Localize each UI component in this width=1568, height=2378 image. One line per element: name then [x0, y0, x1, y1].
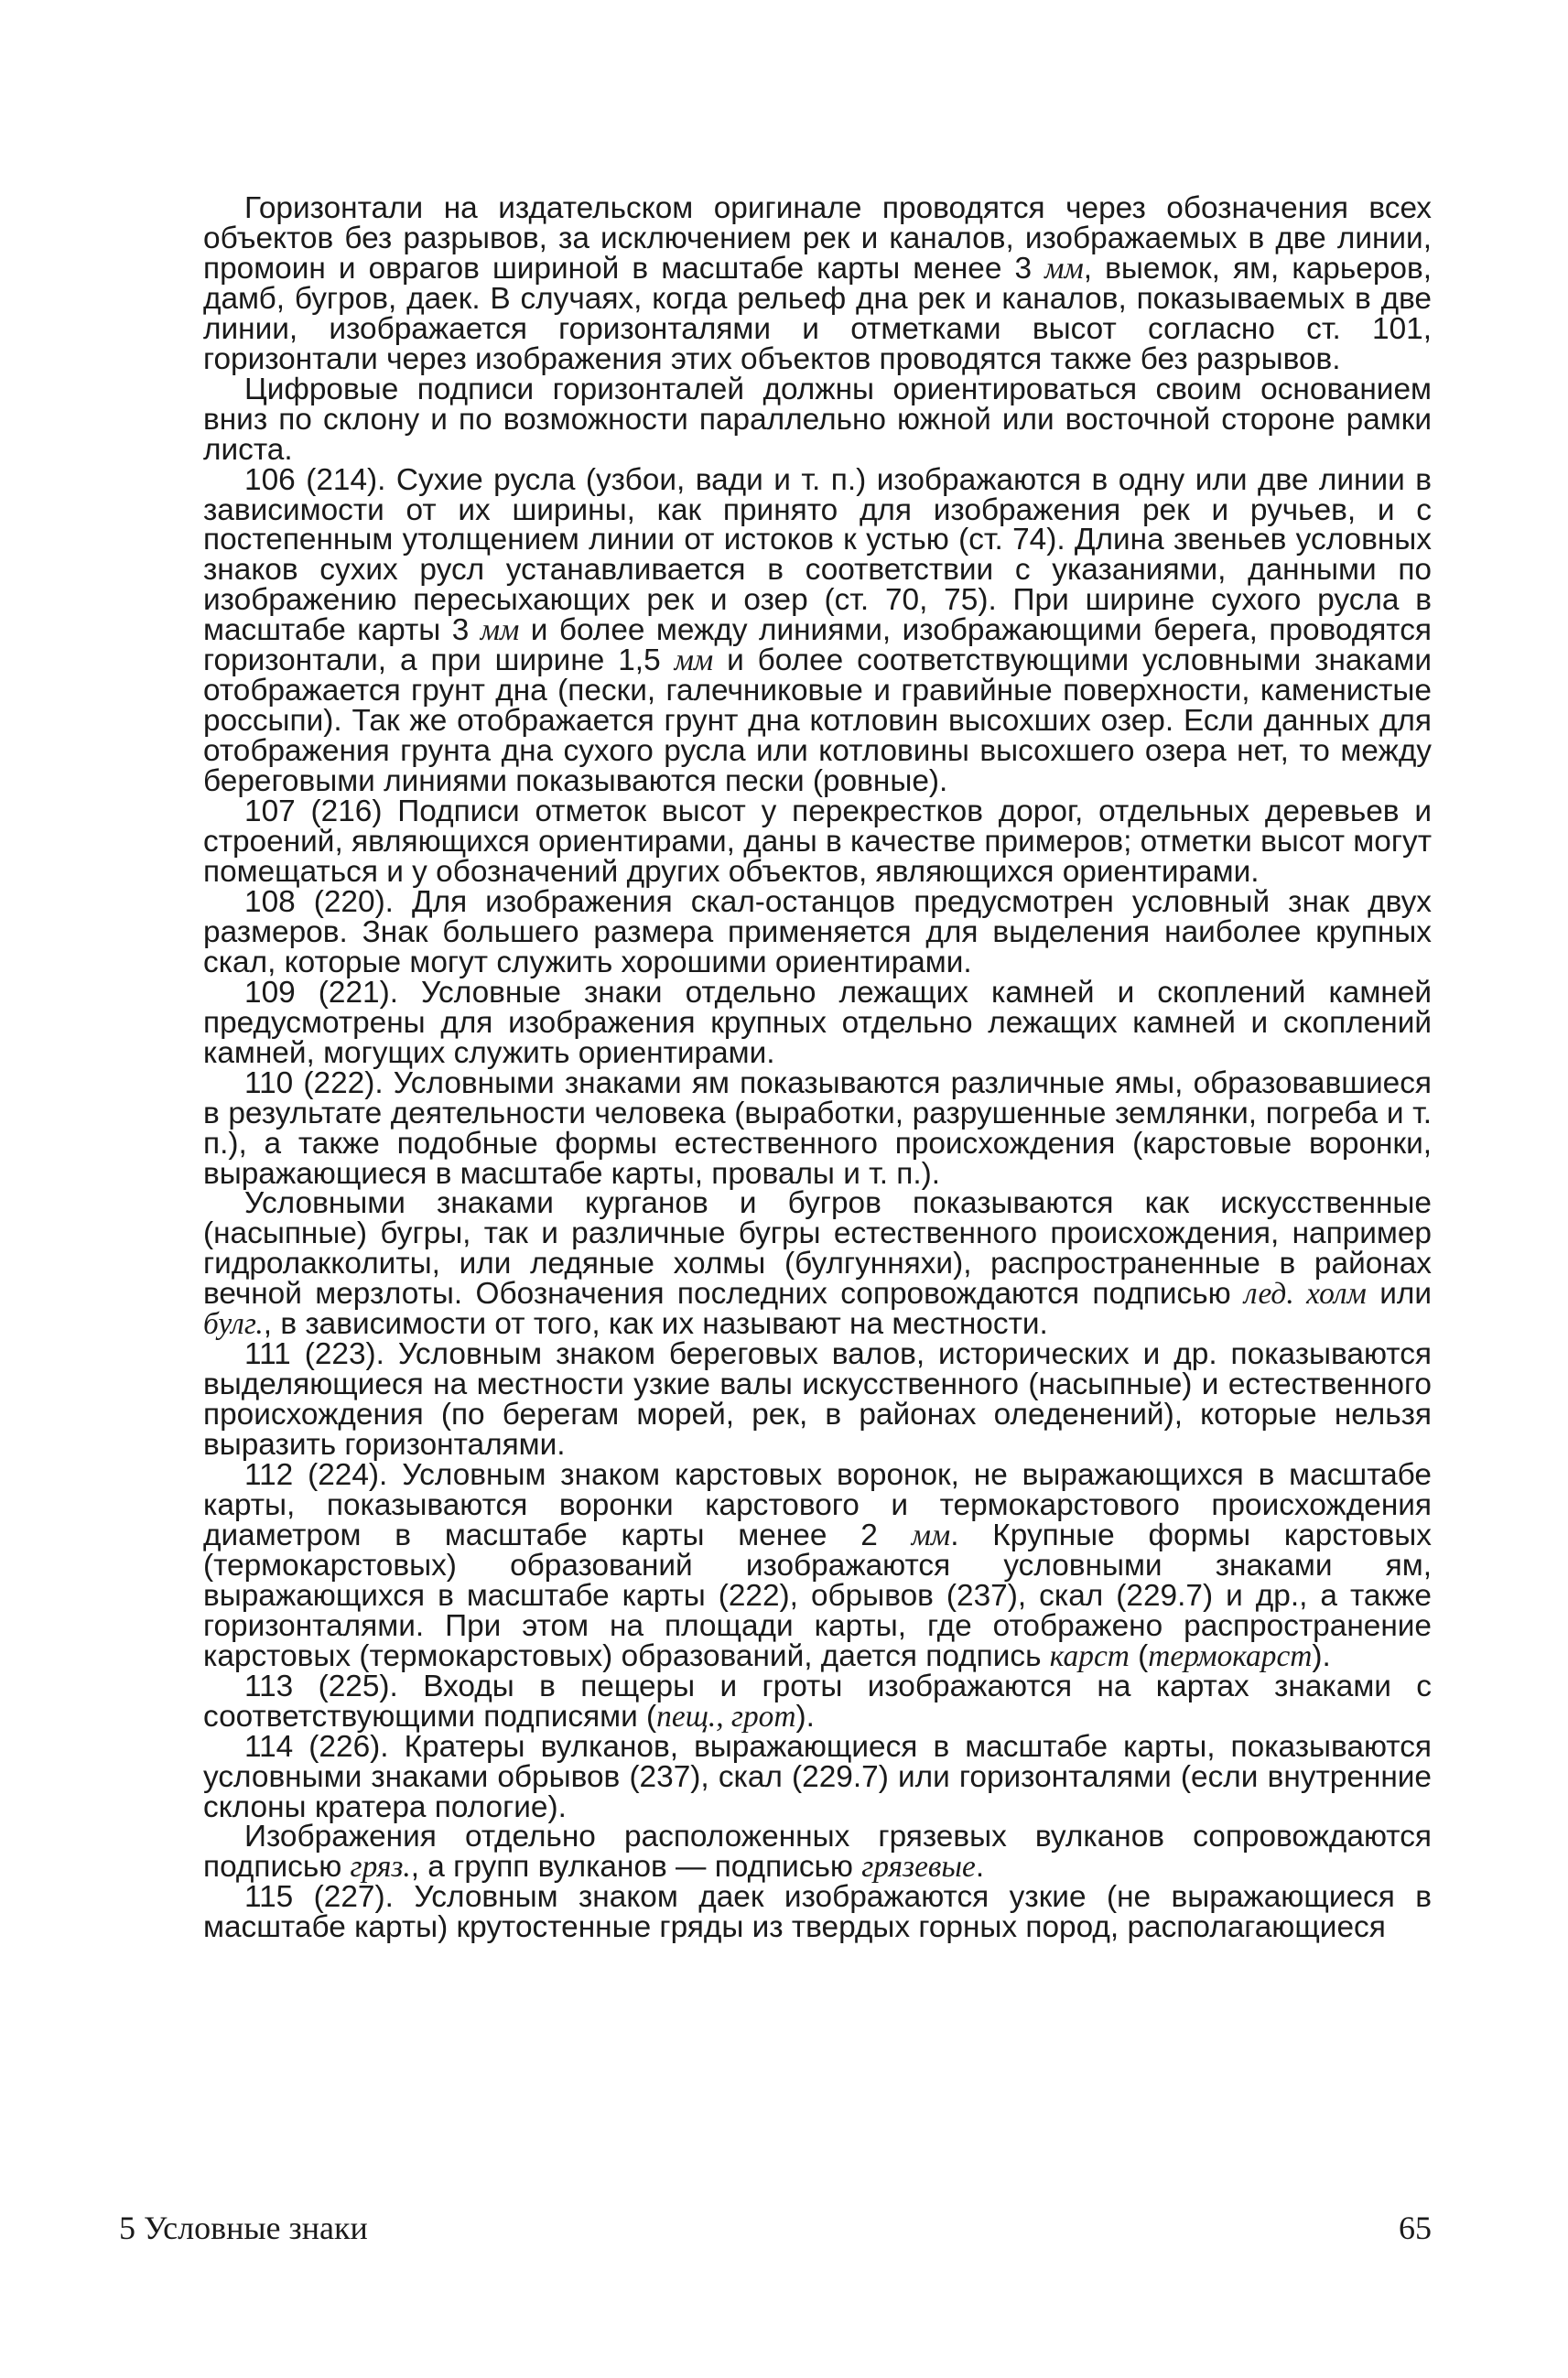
page-number: 65 — [1399, 2210, 1432, 2246]
paragraph-horizontals-continuous — [203, 191, 1433, 376]
text-run: 111 (223). Условным знаком береговых валов, исторических и др. показываются выделяющиеся на местности узкие валы искусственного (насыпные) и естественного происхождения (по берегам морей, рек, в районах оледенений), которые нельзя выразить горизонталями. — [203, 1337, 1432, 1463]
text-run: ( — [1129, 1638, 1149, 1673]
text-run: 112 (224). Условным знаком карстовых воронок, не выражающихся в масштабе карты, показываются воронки карстового и термокарстового происхождения диаметром в масштабе карты менее 2 — [203, 1458, 1432, 1552]
text-run: ). — [1312, 1638, 1331, 1673]
italic-run: пещ., грот — [656, 1699, 796, 1734]
paragraph-art-108 — [203, 884, 1432, 979]
italic-run: гряз. — [350, 1850, 411, 1885]
paragraph-art-114 — [203, 1729, 1432, 1824]
italic-run: мм — [480, 613, 520, 648]
text-run: и более соответствующими условными знаками отображается грунт дна (пески, галечниковые и гравийные поверхности, каменистые россыпи). Так же отображается грунт дна котловин высохших озер. Если данных для отображения грунта дна сухого русла или котловины высохшего озера нет, то между береговыми линиями показываются пески (ровные). — [203, 643, 1433, 799]
page-footer — [119, 2210, 1432, 2246]
text-run: , в зависимости от того, как их называют на местности. — [263, 1307, 1048, 1342]
text-run: ). — [795, 1699, 815, 1734]
italic-run: лед. холм — [1244, 1277, 1367, 1312]
text-run: Цифровые подписи горизонталей должны ориентироваться своим основанием вниз по склону и по возможности параллельно южной или восточной стороне рамки листа. — [203, 372, 1432, 467]
text-run: 106 (214). Сухие русла (узбои, вади и т. п.) изображаются в одну или две линии в зависимости от их ширины, как принято для изображения рек и ручьев, и с постепенным утолщением линии от истоков к устью (ст. 74). Длина звеньев условных знаков сухих русл устанавливается в соответствии с указаниями, данными по изображению пересыхающих рек и озер (ст. 70, 75). При ширине сухого русла в масштабе карты 3 — [203, 462, 1432, 648]
text-run: Изображения отдельно расположенных грязевых вулканов сопровождаются подписью — [203, 1820, 1432, 1885]
text-run: 109 (221). Условные знаки отдельно лежащих камней и скоплений камней предусмотрены для изображения крупных отдельно лежащих камней и скоплений камней, могущих служить ориентирами. — [203, 975, 1432, 1070]
italic-run: булг. — [203, 1307, 264, 1342]
italic-run: мм — [674, 643, 714, 678]
text-run: Условными знаками курганов и бугров показываются как искусственные (насыпные) бугры, так и различные бугры естественного происхождения, например гидролакколиты, или ледяные холмы (булгунняхи), распространенные в районах вечной мерзлоты. Обозначения последних сопровождаются подписью — [203, 1186, 1432, 1312]
paragraph-horizontals-labels — [203, 372, 1432, 467]
printer-signature: 5 Условные знаки — [119, 2210, 368, 2246]
text-run: 113 (225). Входы в пещеры и гроты изображаются на картах знаками с соответствующими подписями ( — [203, 1669, 1432, 1734]
italic-run: мм — [911, 1518, 951, 1552]
italic-run: мм — [1044, 251, 1084, 286]
page-body — [203, 191, 1433, 1945]
text-run: . — [975, 1850, 985, 1885]
paragraph-art-109 — [203, 975, 1432, 1070]
text-run: 110 (222). Условными знаками ям показываются различные ямы, образовавшиеся в результате деятельности человека (выработки, разрушенные землянки, погреба и т. п.), а также подобные формы естественного происхождения (карстовые воронки, выражающиеся в масштабе карты, провалы и т. п.). — [203, 1065, 1432, 1191]
text-run: 114 (226). Кратеры вулканов, выражающиеся в масштабе карты, показываются условными знаками обрывов (237), скал (229.7) или горизонталями (если внутренние склоны кратера пологие). — [203, 1729, 1432, 1824]
paragraph-mud-volcanoes — [203, 1822, 1432, 1883]
italic-run: карст — [1049, 1638, 1130, 1673]
text-run: , выемок, ям, карьеров, дамб, бугров, даек. В случаях, когда рельеф дна рек и каналов, показываемых в две линии, изображается горизонталями и отметками высот согласно ст. 101, горизонтали через изображения этих объектов проводятся также без разрывов. — [203, 251, 1433, 376]
text-run: 107 (216) Подписи отметок высот у перекрестков дорог, отдельных деревьев и строений, являющихся ориентирами, даны в качестве примеров; отметки высот могут помещаться и у обозначений других объектов, являющихся ориентирами. — [203, 794, 1432, 889]
text-run: , а групп вулканов — подписью — [410, 1850, 862, 1885]
text-run: или — [1366, 1277, 1432, 1312]
text-run: Горизонтали на издательском оригинале проводятся через обозначения всех объектов без разрывов, за исключением рек и каналов, изображаемых в две линии, промоин и оврагов шириной в масштабе карты менее 3 — [203, 191, 1432, 286]
paragraph-art-110 — [203, 1065, 1432, 1191]
paragraph-art-111 — [203, 1337, 1432, 1463]
paragraph-art-106 — [203, 462, 1433, 799]
paragraph-art-112 — [203, 1458, 1432, 1673]
paragraph-mounds — [203, 1186, 1432, 1342]
italic-run: грязевые — [861, 1850, 976, 1885]
paragraph-art-107 — [203, 794, 1432, 889]
text-run: 115 (227). Условным знаком даек изображаются узкие (не выражающиеся в масштабе карты) крутостенные гряды из твердых горных пород, располагающиеся — [203, 1880, 1432, 1945]
text-run: . Крупные формы карстовых (термокарстовых) образований изображаются условными знаками ям, выражающихся в масштабе карты (222), обрывов (237), скал (229.7) и др., а также горизонталями. При этом на площади карты, где отображено распространение карстовых (термокарстовых) образований, дается подпись — [203, 1518, 1432, 1673]
italic-run: термокарст — [1148, 1638, 1313, 1673]
paragraph-art-115 — [203, 1880, 1432, 1945]
text-run: и более между линиями, изображающими берега, проводятся горизонтали, а при ширине 1,5 — [203, 613, 1433, 678]
paragraph-art-113 — [203, 1669, 1432, 1734]
text-run: 108 (220). Для изображения скал-останцов предусмотрен условный знак двух размеров. Знак большего размера применяется для выделения наиболее крупных скал, которые могут служить хорошими ориентирами. — [203, 884, 1432, 979]
